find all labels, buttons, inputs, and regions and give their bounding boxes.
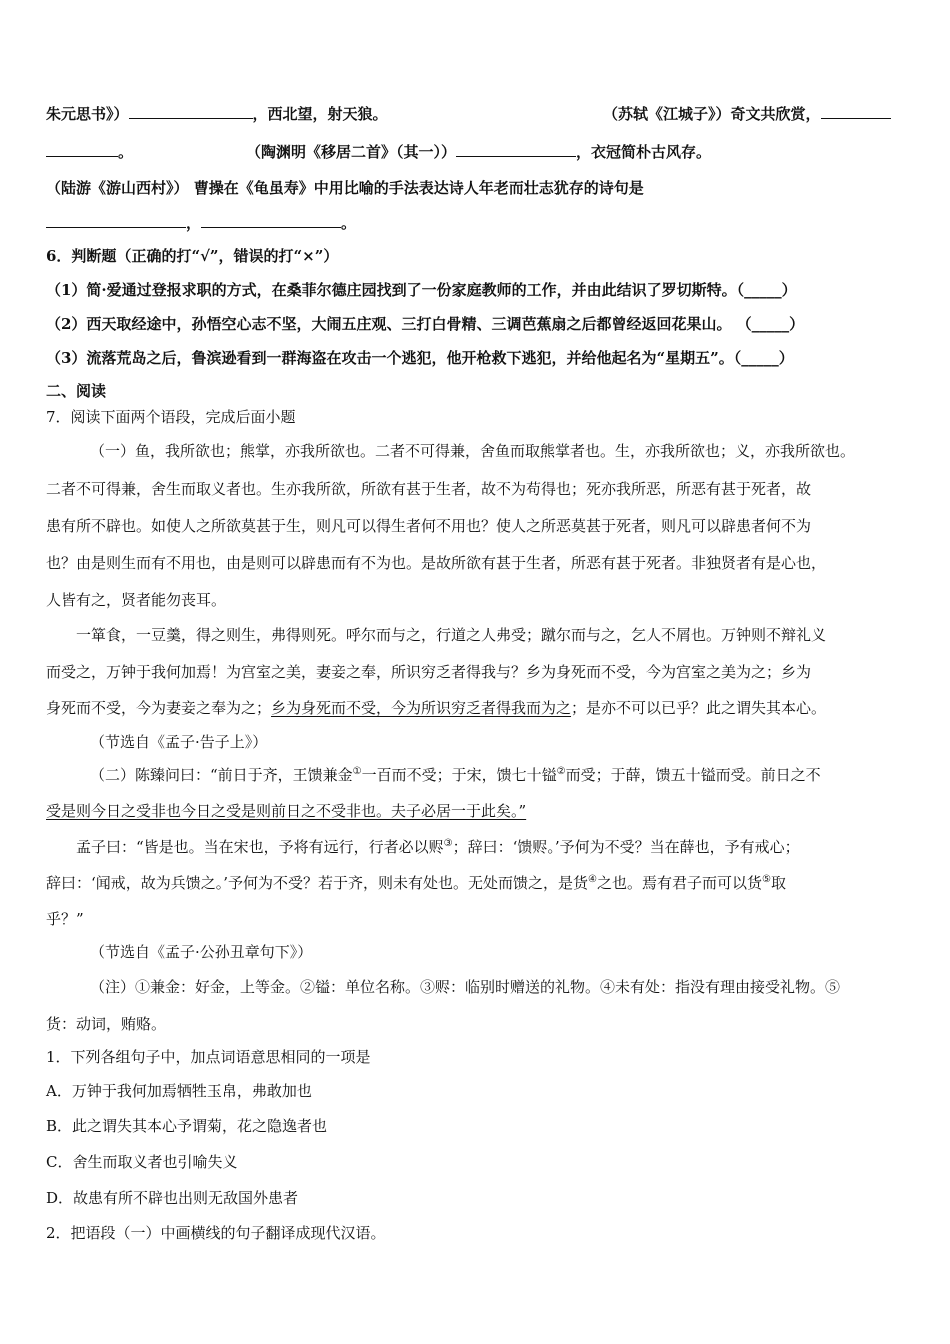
- poetry-text: 。: [341, 214, 357, 232]
- passage4-line: [46, 873, 786, 893]
- passage-text: ；辞曰：‘馈赆。’予何为不受？当在薛也，予有戒心；: [452, 838, 800, 856]
- section-title: 二、阅读: [46, 382, 107, 400]
- poetry-line-4: [46, 213, 356, 233]
- passage-text: 取: [771, 874, 787, 892]
- poetry-text: ，: [186, 214, 202, 232]
- poetry-line-2: [46, 142, 133, 162]
- q7-title: 7．阅读下面两个语段，完成后面小题: [46, 408, 296, 426]
- option-a[interactable]: A．万钟于我何加焉牺牲玉帛，弗敢加也: [46, 1082, 312, 1100]
- option-c[interactable]: C．舍生而取义者也引喻失义: [46, 1153, 238, 1171]
- option-b[interactable]: B．此之谓失其本心予谓菊，花之隐逸者也: [46, 1117, 328, 1135]
- passage2-line: [46, 698, 826, 718]
- passage1-line: 也？由是则生而有不用也，由是则可以辟患而有不为也。是故所欲有甚于生者，所恶有甚于死者。非独贤者有是心也，: [46, 554, 827, 572]
- passage-text: ；是亦不可以已乎？此之谓失其本心。: [571, 699, 827, 717]
- passage4-line: [76, 837, 800, 857]
- poetry-line-3: （陆游《游山西村》） 曹操在《龟虽寿》中用比喻的手法表达诗人年老而壮志犹存的诗句是: [46, 179, 644, 197]
- poetry-text: 朱元思书》）: [46, 105, 129, 123]
- passage1-line: 人皆有之，贤者能勿丧耳。: [46, 591, 227, 609]
- passage1-line: （一）鱼，我所欲也；熊掌，亦我所欲也。二者不可得兼，舍鱼而取熊掌者也。生，亦我所欲也；义，亦我所欲也。: [90, 442, 856, 460]
- sub-question-1: 1．下列各组句子中，加点词语意思相同的一项是: [46, 1048, 371, 1066]
- passage3-line: 受是则今日之受非也今日之受是则前日之不受非也。夫子必居一于此矣。”: [46, 802, 527, 820]
- poetry-text: 。: [118, 143, 134, 161]
- passage-text: （二）陈臻问曰：“前日于齐，王馈兼金: [90, 766, 353, 784]
- footnote-marker: ②: [556, 766, 566, 777]
- notes-line: （注）①兼金：好金，上等金。②镒：单位名称。③赆：临别时赠送的礼物。④未有处：指没有理由接受礼物。⑤: [90, 978, 841, 996]
- poetry-text: ，衣冠简朴古风存。: [576, 143, 712, 161]
- poetry-text: （陶渊明《移居二首》（其一））: [246, 143, 457, 161]
- passage1-line: 二者不可得兼，舍生而取义者也。生亦我所欲，所欲有甚于生者，故不为苟得也；死亦我所恶，所恶有甚于死者，故: [46, 480, 812, 498]
- passage3-line: [90, 765, 821, 785]
- option-d[interactable]: D．故患有所不辟也出则无敌国外患者: [46, 1189, 299, 1207]
- footnote-marker: ④: [588, 874, 598, 885]
- q6-title: 6．判断题（正确的打“√”，错误的打“×”）: [46, 247, 339, 265]
- passage-text: 身死而不受，今为妻妾之奉为之；: [46, 699, 272, 717]
- underlined-sentence: 乡为身死而不受，今为所识穷乏者得我而为之: [271, 699, 572, 717]
- answer-blank[interactable]: [456, 142, 576, 157]
- passage-text: 之也。焉有君子而可以货: [597, 874, 763, 892]
- footnote-marker: ③: [443, 838, 453, 849]
- answer-blank[interactable]: [46, 142, 118, 157]
- passage-text: 一百而不受；于宋，馈七十镒: [361, 766, 557, 784]
- q6-item-3: （3）流落荒岛之后，鲁滨逊看到一群海盗在攻击一个逃犯，他开枪救下逃犯，并给他起名为“星期五”。（_____）: [46, 349, 794, 367]
- passage2-line: 一箪食，一豆羹，得之则生，弗得则死。呼尔而与之，行道之人弗受；蹴尔而与之，乞人不屑也。万钟则不辩礼义: [76, 626, 827, 644]
- passage1-line: 患有所不辟也。如使人之所欲莫甚于生，则凡可以得生者何不用也？使人之所恶莫甚于死者，则凡可以辟患者何不为: [46, 517, 812, 535]
- notes-line: 货：动词，贿赂。: [46, 1015, 167, 1033]
- footnote-marker: ①: [352, 766, 362, 777]
- poetry-text: （苏轼《江城子》）奇文共欣赏，: [603, 105, 821, 123]
- answer-blank[interactable]: [201, 213, 341, 228]
- poetry-line-1-right: [603, 104, 891, 124]
- q6-item-1: （1）简·爱通过登报求职的方式，在桑菲尔德庄园找到了一份家庭教师的工作，并由此结识了罗切斯特。（_____）: [46, 281, 797, 299]
- passage-text: 而受；于薛，馈五十镒而受。前日之不: [565, 766, 821, 784]
- poetry-line-1: [46, 104, 388, 124]
- q6-item-2: （2）西天取经途中，孙悟空心志不坚，大闹五庄观、三打白骨精、三调芭蕉扇之后都曾经返回花果山。 （_____）: [46, 315, 805, 333]
- answer-blank[interactable]: [129, 104, 253, 119]
- answer-blank[interactable]: [46, 213, 186, 228]
- passage4-line: 乎？”: [46, 910, 84, 928]
- sub-question-2: 2．把语段（一）中画横线的句子翻译成现代汉语。: [46, 1224, 386, 1242]
- source-citation: （节选自《孟子·公孙丑章句下》）: [90, 943, 313, 961]
- poetry-text: ，西北望，射天狼。: [252, 105, 388, 123]
- answer-blank[interactable]: [821, 104, 891, 119]
- passage-text: 辞曰：‘闻戒，故为兵馈之。’予何为不受？若于齐，则未有处也。无处而馈之，是货: [46, 874, 589, 892]
- poetry-line-2-right: [246, 142, 711, 162]
- source-citation: （节选自《孟子·告子上》）: [90, 733, 268, 751]
- footnote-marker: ⑤: [762, 874, 771, 885]
- passage-text: 孟子曰：“皆是也。当在宋也，予将有远行，行者必以赆: [76, 838, 444, 856]
- passage2-line: 而受之，万钟于我何加焉！为宫室之美，妻妾之奉，所识穷乏者得我与？乡为身死而不受，今为宫室之美为之；乡为: [46, 663, 812, 681]
